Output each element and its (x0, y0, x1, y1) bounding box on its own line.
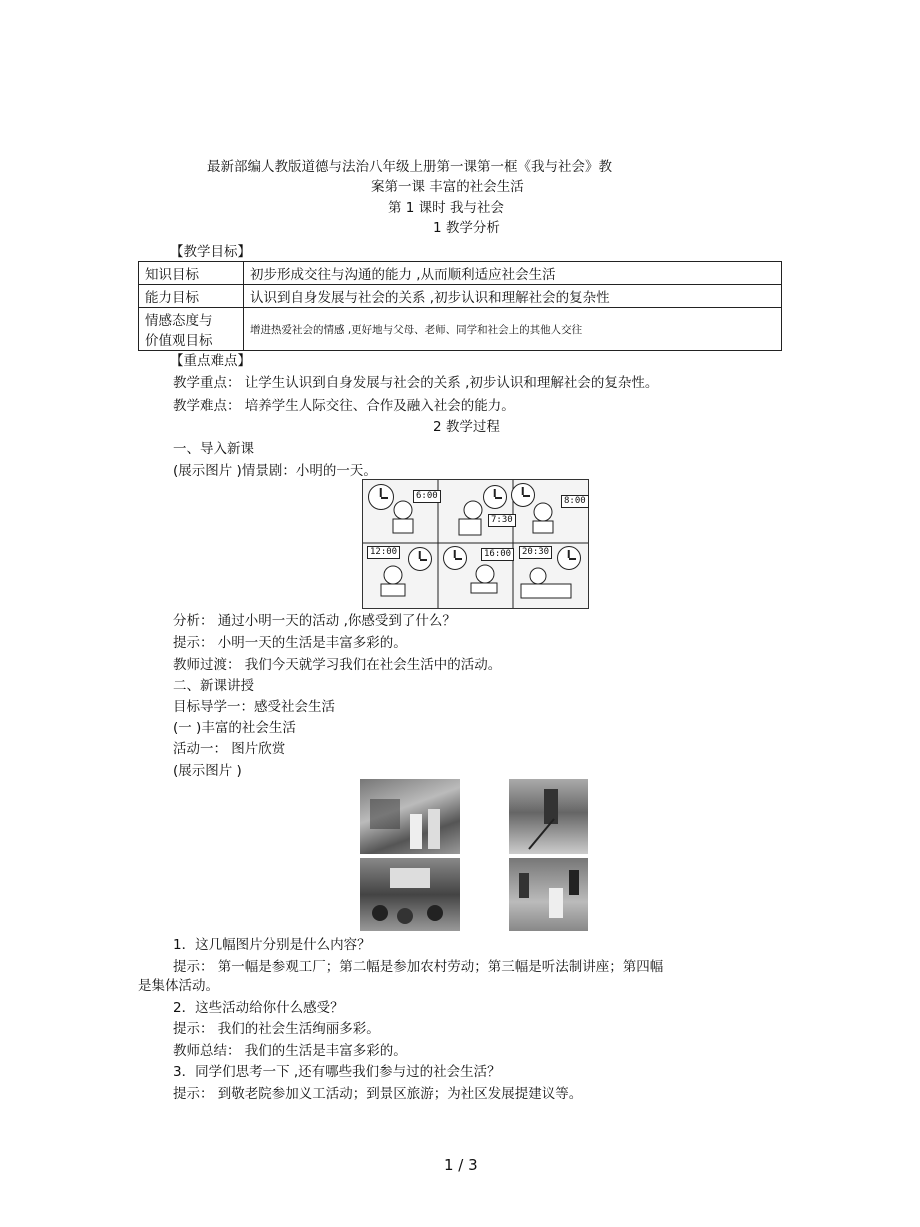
teacher-summary: 教师总结： 我们的生活是丰富多彩的。 (173, 1043, 407, 1059)
comic-grid (363, 480, 588, 608)
comic-strip (362, 479, 589, 609)
question-2: 2．这些活动给你什么感受？ (173, 1000, 344, 1016)
show-picture-1: (展示图片 )情景剧：小明的一天。 (173, 463, 377, 479)
section-teaching-analysis: 1 教学分析 (433, 220, 500, 236)
lesson-period: 第 1 课时 我与社会 (388, 200, 504, 216)
objective-value: 初步形成交往与沟通的能力 ,从而顺利适应社会生活 (244, 262, 782, 285)
page-number: 1 / 3 (444, 1156, 478, 1174)
photo-lecture-shapes (360, 858, 460, 931)
comic-time-label: 7:30 (488, 514, 516, 527)
subsection-1: (一 )丰富的社会生活 (173, 720, 296, 736)
table-row (139, 262, 782, 285)
photo-farm-labor (509, 779, 588, 854)
objective-key: 知识目标 (139, 262, 244, 285)
objectives-table (138, 261, 782, 351)
objective-key-line2: 价值观目标 (145, 333, 213, 349)
section-teaching-process: 2 教学过程 (433, 419, 500, 435)
teaching-difficulty: 教学难点： 培养学生人际交往、合作及融入社会的能力。 (173, 398, 515, 414)
keypoints-heading: 【重点难点】 (170, 353, 251, 369)
answer-1-line1: 提示： 第一幅是参观工厂；第二幅是参加农村劳动；第三幅是听法制讲座；第四幅 (173, 959, 664, 975)
clock-icon (408, 547, 432, 571)
objective-key-line1: 情感态度与 (145, 313, 213, 329)
clock-icon (511, 483, 535, 507)
question-1: 1．这几幅图片分别是什么内容？ (173, 937, 371, 953)
hint-1: 提示： 小明一天的生活是丰富多彩的。 (173, 635, 407, 651)
comic-time-label: 16:00 (481, 548, 514, 561)
comic-time-label: 6:00 (413, 490, 441, 503)
clock-icon (368, 484, 394, 510)
question-3: 3．同学们思考一下 ,还有哪些我们参与过的社会生活？ (173, 1064, 501, 1080)
photo-group-activity (509, 858, 588, 931)
photo-factory-shapes (360, 779, 460, 854)
teaching-focus: 教学重点： 让学生认识到自身发展与社会的关系 ,初步认识和理解社会的复杂性。 (173, 375, 659, 391)
part2-title: 二、新课讲授 (173, 678, 254, 694)
show-picture-2: (展示图片 ) (173, 763, 242, 779)
objective-key: 能力目标 (139, 285, 244, 308)
document-title-line1: 最新部编人教版道德与法治八年级上册第一课第一框《我与社会》教 (207, 159, 612, 175)
goal-1: 目标导学一：感受社会生活 (173, 699, 335, 715)
objectives-heading: 【教学目标】 (170, 244, 251, 260)
analysis-question: 分析： 通过小明一天的活动 ,你感受到了什么？ (173, 613, 456, 629)
objective-value: 认识到自身发展与社会的关系 ,初步认识和理解社会的复杂性 (244, 285, 782, 308)
answer-2: 提示： 我们的社会生活绚丽多彩。 (173, 1021, 380, 1037)
photo-law-lecture (360, 858, 460, 931)
answer-1-line2: 是集体活动。 (138, 978, 219, 994)
document-title-line2: 案第一课 丰富的社会生活 (371, 179, 524, 195)
clock-icon (443, 546, 467, 570)
photo-farm-shapes (509, 779, 588, 854)
table-row (139, 308, 782, 351)
objective-value: 增进热爱社会的情感 ,更好地与父母、老师、同学和社会上的其他人交往 (244, 308, 782, 351)
clock-icon (557, 546, 581, 570)
comic-time-label: 8:00 (561, 495, 589, 508)
activity-1: 活动一： 图片欣赏 (173, 741, 286, 757)
comic-time-label: 12:00 (367, 546, 400, 559)
photo-factory-visit (360, 779, 460, 854)
teacher-transition: 教师过渡： 我们今天就学习我们在社会生活中的活动。 (173, 657, 502, 673)
table-row (139, 285, 782, 308)
answer-3: 提示： 到敬老院参加义工活动；到景区旅游；为社区发展提建议等。 (173, 1086, 583, 1102)
part1-title: 一、导入新课 (173, 441, 254, 457)
comic-time-label: 20:30 (519, 546, 552, 559)
objective-key (139, 308, 244, 351)
clock-icon (483, 485, 507, 509)
photo-group-shapes (509, 858, 588, 931)
